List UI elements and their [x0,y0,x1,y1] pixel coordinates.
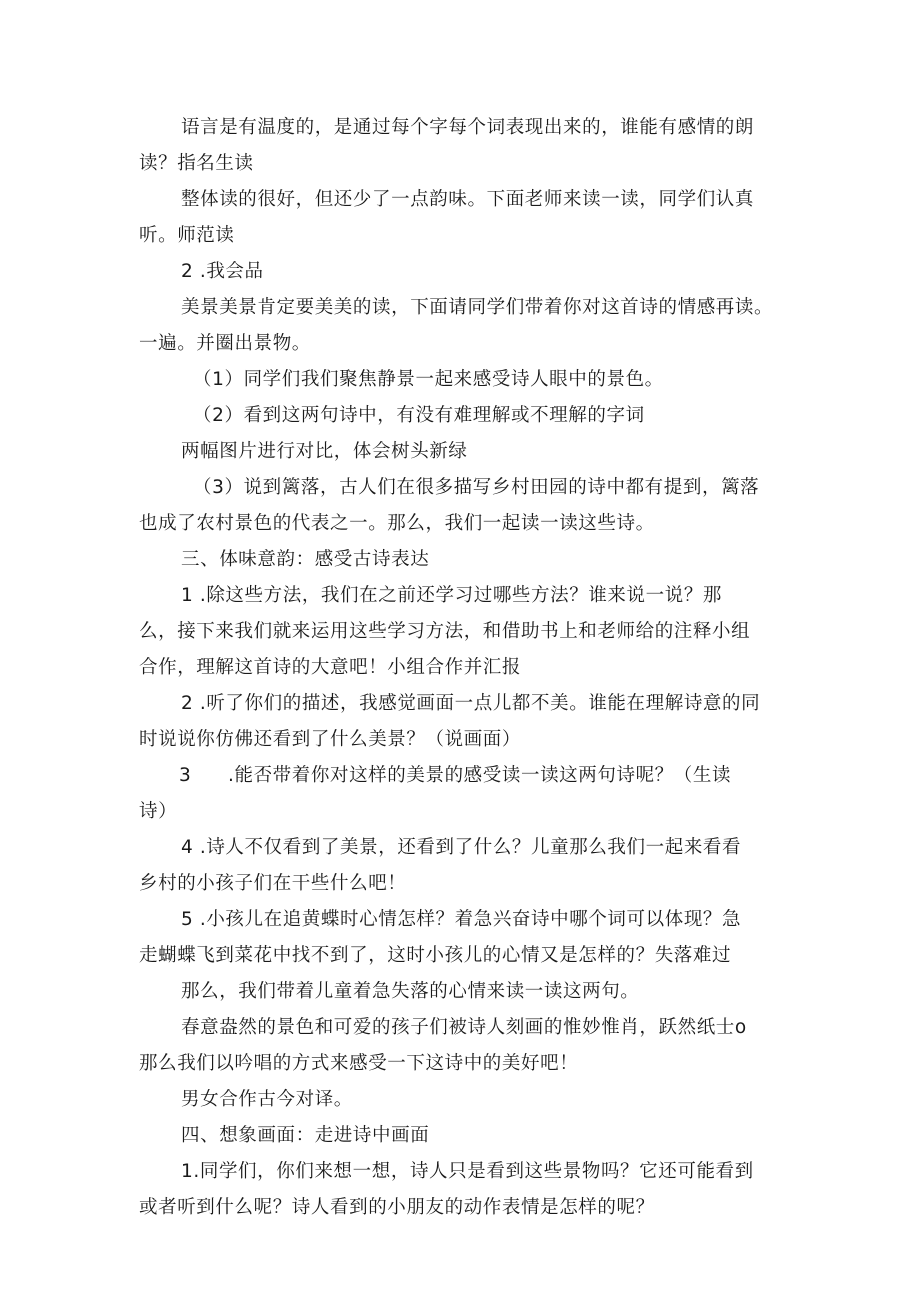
text-line: 合作，理解这首诗的大意吧！小组合作并汇报 [139,657,522,678]
text-line: 美景美景肯定要美美的读，下面请同学们带着你对这首诗的情感再读。 [181,297,774,318]
text-line: （2）看到这两句诗中，有没有难理解或不理解的字词 [193,405,645,426]
text-line: 乡村的小孩子们在干些什么吧！ [139,873,407,894]
text-line: 那么我们以吟唱的方式来感受一下这诗中的美好吧！ [139,1053,579,1074]
text-line: 整体读的很好，但还少了一点韵味。下面老师来读一读，同学们认真 [181,189,755,210]
text-line: 2 .听了你们的描述，我感觉画面一点儿都不美。谁能在理解诗意的同 [181,693,761,714]
text-line: 读？指名生读 [139,153,254,174]
text-line: 那么，我们带着儿童着急失落的心情来读一读这两句。 [181,981,640,1002]
text-line: 4 .诗人不仅看到了美景，还看到了什么？儿童那么我们一起来看看 [181,837,742,858]
text-line: 或者听到什么呢？诗人看到的小朋友的动作表情是怎样的呢？ [139,1197,655,1218]
text-line: 1 .除这些方法，我们在之前还学习过哪些方法？谁来说一说？那 [181,585,723,606]
text-line: 走蝴蝶飞到菜花中找不到了，这时小孩儿的心情又是怎样的？失落难过 [139,945,732,966]
text-line: 么，接下来我们就来运用这些学习方法，和借助书上和老师给的注释小组 [139,621,751,642]
text-line: 5 .小孩儿在追黄蝶时心情怎样？着急兴奋诗中哪个词可以体现？急 [181,909,742,930]
text-line: （1）同学们我们聚焦静景一起来感受诗人眼中的景色。 [193,369,664,390]
text-line: 也成了农村景色的代表之一。那么，我们一起读一读这些诗。 [139,513,655,534]
section-heading: 三、体味意韵：感受古诗表达 [181,549,430,570]
text-line: 春意盎然的景色和可爱的孩子们被诗人刻画的惟妙惟肖，跃然纸士o [181,1017,747,1038]
list-number: 3 [179,765,192,786]
text-line: 两幅图片进行对比，体会树头新绿 [181,441,468,462]
text-line: 男女合作古今对译。 [181,1089,353,1110]
section-heading: 2 .我会品 [181,261,264,282]
text-line: 时说说你仿佛还看到了什么美景？（说画面） [139,729,522,750]
text-line: 语言是有温度的，是通过每个字每个词表现出来的，谁能有感情的朗 [181,117,755,138]
text-line: 1.同学们，你们来想一想，诗人只是看到这些景物吗？它还可能看到 [181,1161,754,1182]
text-line: （3）说到篱落，古人们在很多描写乡村田园的诗中都有提到，篱落 [193,477,760,498]
text-line: 一遍。并圈出景物。 [139,333,311,354]
text-line: .能否带着你对这样的美景的感受读一读这两句诗呢？（生读 [228,765,732,786]
section-heading: 四、想象画面：走进诗中画面 [181,1125,430,1146]
text-line: 诗） [139,801,178,822]
text-line: 听。师范读 [139,225,235,246]
